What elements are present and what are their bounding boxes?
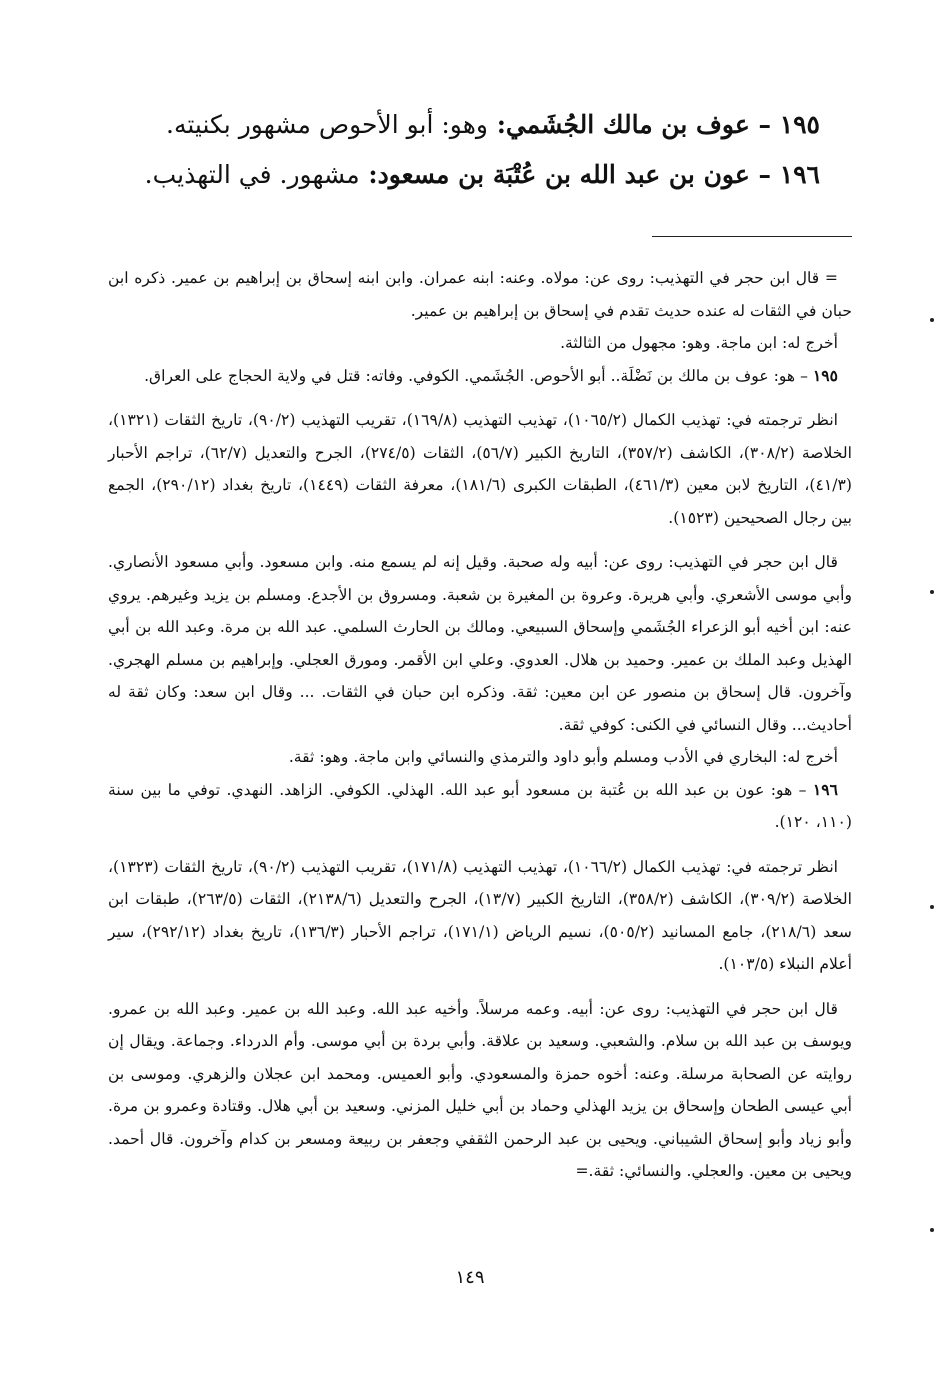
margin-dot bbox=[930, 590, 934, 594]
footnote-bio-196 bbox=[108, 774, 852, 839]
entry-name: عون بن عبد الله بن عُتْبَة بن مسعود: bbox=[368, 160, 750, 189]
footnote-sources-195: انظر ترجمته في: تهذيب الكمال (١٠٦٥/٢)، تهذيب التهذيب (١٦٩/٨)، تقريب التهذيب (٩٠/٢)، تاريخ الثقات (١٣٢١)، الخلاصة (٣٠٨/٢)، الكاشف (٣٥٧/٢)، التاريخ الكبير (٥٦/٧)، الثقات (٢٧٤/٥)، الجرح والتعديل (٦٢/٧)، تراجم الأحبار (٤١/٣)، التاريخ لابن معين (٤٦١/٣)، الطبقات الكبرى (١٨١/٦)، معرفة الثقات (١٤٤٩)، تاريخ بغداد (٢٩٠/١٢)، الجمع بين رجال الصحيحين (١٥٢٣). bbox=[108, 411, 852, 527]
entry-description: وهو: أبو الأحوص مشهور بكنيته. bbox=[166, 110, 488, 139]
footnote-continuation: = قال ابن حجر في التهذيب: روى عن: مولاه. وعنه: ابنه عمران. وابن ابنه إسحاق بن إبراهيم بن عمير. ذكره ابن حبان في الثقات له عنده حديث تقدم في إسحاق بن إبراهيم بن عمير. bbox=[108, 269, 852, 320]
margin-dot bbox=[930, 318, 934, 322]
entry-description: مشهور. في التهذيب. bbox=[144, 160, 360, 189]
footnote-sources-196: انظر ترجمته في: تهذيب الكمال (١٠٦٦/٢)، تهذيب التهذيب (١٧١/٨)، تقريب التهذيب (٩٠/٢)، تاريخ الثقات (١٣٢٣)، الخلاصة (٣٠٩/٢)، الكاشف (٣٥٨/٢)، التاريخ الكبير (١٣/٧)، الجرح والتعديل (٢١٣٨/٦)، الثقات (٢٦٣/٥)، طبقات ابن سعد (٢١٨/٦)، جامع المسانيد (٥٠٥/٢)، نسيم الرياض (١٧١/١)، تراجم الأحبار (١٣٦/٣)، تاريخ بغداد (٢٩٢/١٢)، سير أعلام النبلاء (١٠٣/٥). bbox=[108, 857, 852, 973]
footnote-bio-195 bbox=[108, 360, 852, 393]
entry-dash: – bbox=[749, 110, 771, 139]
footnote-quote-195: قال ابن حجر في التهذيب: روى عن: أبيه وله صحبة. وقيل إنه لم يسمع منه. وابن مسعود. وأبي مسعود الأنصاري. وأبي موسى الأشعري. وأبي هريرة. وعروة بن المغيرة بن شعبة. ومسروق بن الأجدع. ومسلم بن يزيد وغيرهم. يروي عنه: ابن أخيه أبو الزعراء الجُشَمي وإسحاق السبيعي. ومالك بن الحارث السلمي. عبد الله بن مرة. وعبد الله بن أبي الهذيل وعبد الملك بن عمير. وحميد بن هلال. العدوي. وعلي ابن الأقمر. ومورق العجلي. وإبراهيم بن مسلم الهجري. وآخرون. قال إسحاق بن منصور عن ابن معين: ثقة. وذكره ابن حبان في الثقات. ... وقال ابن سعد: وكان ثقة له أحاديث... وقال النسائي في الكنى: كوفي ثقة. bbox=[108, 553, 852, 734]
entry-dash: – bbox=[749, 160, 771, 189]
entry-195 bbox=[100, 105, 820, 145]
entry-name: عوف بن مالك الجُشَمي: bbox=[496, 110, 750, 139]
margin-dot bbox=[930, 1228, 934, 1232]
footnote-takhrij-195: أخرج له: ابن ماجة. وهو: مجهول من الثالثة. bbox=[560, 334, 838, 352]
page-number: ١٤٩ bbox=[455, 1267, 485, 1288]
footnote-number-196: ١٩٦ bbox=[812, 779, 838, 799]
footnote-bio-195-text: – هو: عوف بن مالك بن نَضْلَة.. أبو الأحوص. الجُشَمي. الكوفي. وفاته: قتل في ولاية الحجاج على العراق. bbox=[144, 366, 813, 385]
margin-dot bbox=[930, 905, 934, 909]
footnote-number-195: ١٩٥ bbox=[812, 365, 838, 385]
footnote-bio-196-text: – هو: عون بن عبد الله بن عُتبة بن مسعود أبو عبد الله. الهذلي. الكوفي. الزاهد. النهدي. توفي ما بين سنة (١١٠، ١٢٠). bbox=[108, 780, 852, 831]
footnotes bbox=[108, 262, 852, 1188]
entry-number: ١٩٦ bbox=[779, 160, 820, 189]
footnote-separator bbox=[652, 236, 852, 237]
entry-number: ١٩٥ bbox=[779, 110, 820, 139]
footnote-quote-196: قال ابن حجر في التهذيب: روى عن: أبيه. وعمه مرسلاً. وأخيه عبد الله. وعبد الله بن عمير. وعبد الله بن عمرو. ويوسف بن عبد الله بن سلام. والشعبي. وسعيد بن علاقة. وأبي بردة بن أبي موسى. وأم الدرداء. وجماعة. ويقال إن روايته عن الصحابة مرسلة. وعنه: أخوه حمزة والمسعودي. وأبو العميس. ومحمد ابن عجلان والزهري. وموسى بن أبي عيسى الطحان وإسحاق بن يزيد الهذلي وحماد بن أبي خليل المزني. وسعيد بن أبي هلال. وقتادة وعمرو بن مرة. وأبو زياد وأبو إسحاق الشيباني. ويحيى بن عبد الرحمن الثقفي وجعفر بن ربيعة ومسعر بن كدام وآخرون. قال أحمد. ويحيى بن معين. والعجلي. والنسائي: ثقة.= bbox=[108, 999, 852, 1180]
entry-196 bbox=[100, 155, 820, 195]
footnote-takhrij-196: أخرج له: البخاري في الأدب ومسلم وأبو داود والترمذي والنسائي وابن ماجة. وهو: ثقة. bbox=[288, 748, 838, 766]
